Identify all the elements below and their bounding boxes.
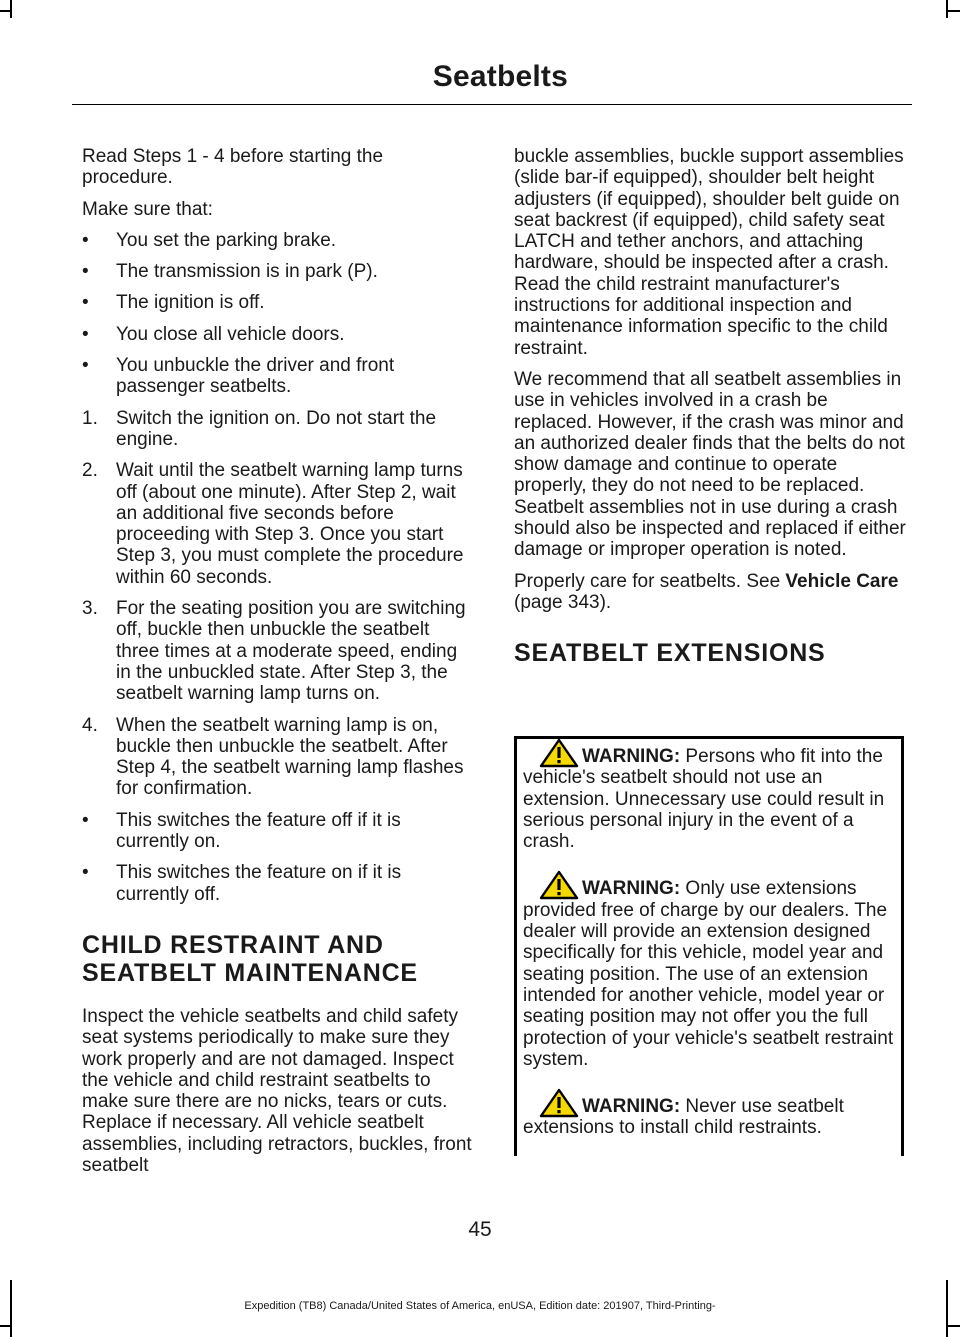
header-rule [72,104,912,105]
crop-mark-top-left [10,0,12,18]
step-item: 1. Switch the ignition on. Do not start the engine. [82,407,437,450]
procedure-steps [82,408,477,800]
warning-box [514,736,904,1156]
precondition-list [82,230,477,398]
crop-mark-top-right [946,0,948,18]
intro-paragraph: Read Steps 1 - 4 before starting the procedure. [82,146,384,189]
warning-paragraph: WARNING: Persons who fit into the vehicle's seatbelt should not use an extension. Unnecessary use could result in serious personal injury in the event of a crash. [523,738,895,852]
list-item: • The transmission is in park (P). [82,261,378,283]
step-number: 4. [82,714,98,736]
care-paragraph: Properly care for seatbelts. See Vehicle Care (page 343). [514,570,899,613]
list-item: • This switches the feature off if it is currently on. [82,809,401,853]
bullet-icon: • [82,809,89,831]
step-number: 1. [82,407,98,429]
warning-triangle-icon [539,738,579,766]
crop-mark-bottom-right-h [948,1325,960,1327]
vehicle-care-link[interactable]: Vehicle Care [785,570,899,592]
crop-mark-bottom-left-h [0,1325,10,1327]
recommend-paragraph: We recommend that all seatbelt assemblies in use in vehicles involved in a crash be replaced. However, if the crash was minor and an authorized dealer finds that the belts do not show damage and continue to operate properly, they do not need to be replaced. Seatbelt assemblies not in use during a crash should also be inspected and replaced if either damage or improper operation is noted. [514,368,906,561]
make-sure-label: Make sure that: [82,198,213,220]
warning-triangle-icon [539,870,579,898]
step-number: 3. [82,598,98,620]
list-item: • The ignition is off. [82,292,265,314]
result-list [82,810,477,905]
list-item: • You set the parking brake. [82,229,337,251]
right-column [514,146,908,686]
bullet-icon: • [82,323,89,345]
left-column [82,146,477,1186]
crop-mark-top-right-h [948,10,960,12]
warning-label: WARNING: [582,1096,681,1118]
warning-paragraph: WARNING: Only use extensions provided free of charge by our dealers. The dealer will provide an extension designed specifically for this vehicle, model year and seating position. The use of an extension intended for another vehicle, model year or seating position may not offer you the full protection of your vehicle's seatbelt restraint system. [523,870,895,1070]
warning-label: WARNING: [582,746,681,767]
section-heading-extensions: SEATBELT EXTENSIONS [514,639,826,668]
edition-footer: Expedition (TB8) Canada/United States of America, enUSA, Edition date: 201907, Third-Printing- [244,1300,716,1312]
warning-triangle-icon [539,1088,579,1116]
section-heading-maintenance: CHILD RESTRAINT AND SEATBELT MAINTENANCE [82,930,418,988]
page-number: 45 [468,1218,492,1241]
bullet-icon: • [82,862,89,884]
bullet-icon: • [82,355,89,377]
step-item: 2. Wait until the seatbelt warning lamp turns off (about one minute). After Step 2, wait an additional five seconds before proceeding with Step 3. Once you start Step 3, you must complete the procedure within 60 seconds. [82,460,464,588]
crop-mark-top-left-h [0,10,10,12]
warning-label: WARNING: [582,878,681,900]
list-item: • You close all vehicle doors. [82,323,345,345]
bullet-icon: • [82,261,89,283]
list-item: • You unbuckle the driver and front passenger seatbelts. [82,355,395,398]
list-item: • This switches the feature on if it is currently off. [82,862,402,905]
maintenance-paragraph: Inspect the vehicle seatbelts and child safety seat systems periodically to make sure they work properly and are not damaged. Inspect the vehicle and child restraint seatbelts to make sure there are no nicks, tears or cuts. Replace if necessary. All vehicle seatbelt assemblies, including retractors, buckles, front seatbelt [82,1005,472,1176]
warning-paragraph: WARNING: Never use seatbelt extensions to install child restraints. [523,1088,895,1139]
bullet-icon: • [82,292,89,314]
step-number: 2. [82,460,98,482]
step-item: 4. When the seatbelt warning lamp is on, buckle then unbuckle the seatbelt. After Step 4, the seatbelt warning lamp flashes for confirmation. [82,714,464,800]
bullet-icon: • [82,229,89,251]
step-item: 3. For the seating position you are switching off, buckle then unbuckle the seatbelt three times at a moderate speed, ending in the unbuckled state. After Step 3, the seatbelt warning lamp turns on. [82,598,466,705]
page-title: Seatbelts [432,60,568,93]
continued-paragraph: buckle assemblies, buckle support assemblies (slide bar-if equipped), shoulder belt height adjusters (if equipped), shoulder belt guide on seat backrest (if equipped), child safety seat LATCH and tether anchors, and attaching hardware, should be inspected after a crash. Read the child restraint manufacturer's instructions for additional inspection and maintenance information specific to the child restraint. [514,146,904,359]
